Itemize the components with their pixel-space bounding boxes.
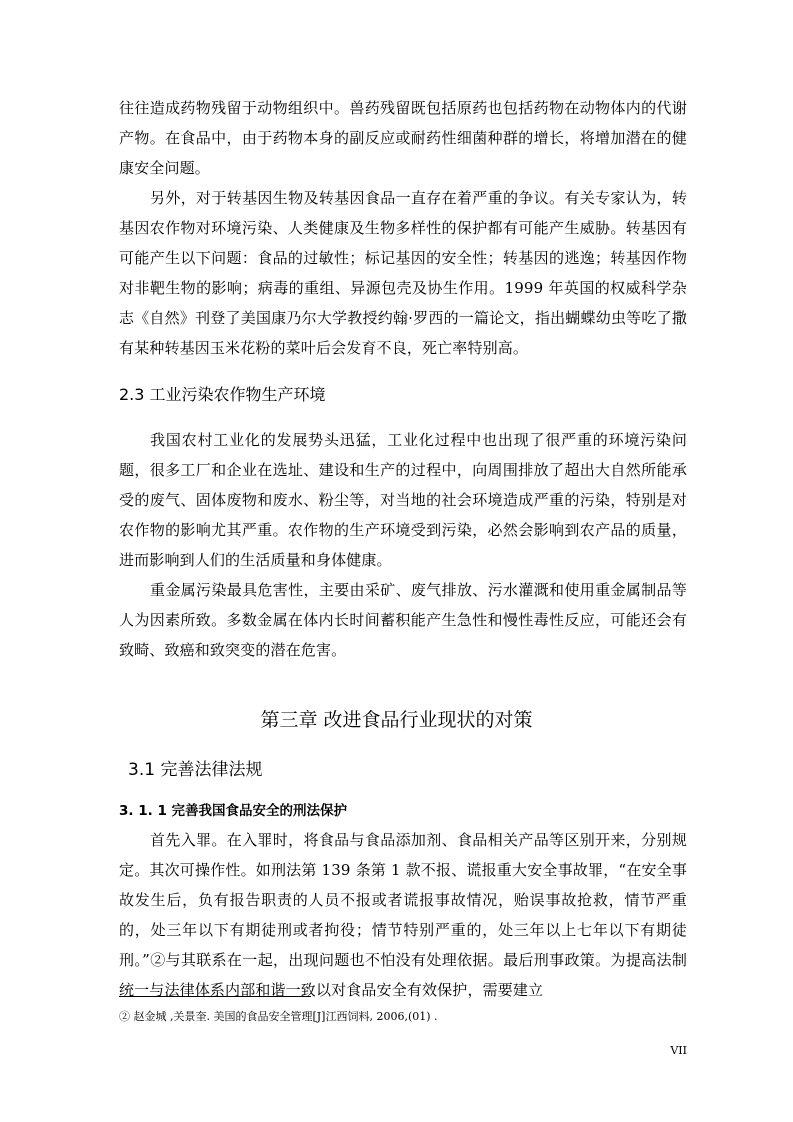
section-heading-3-1: 3.1 完善法律法规	[128, 760, 263, 780]
page-number: VII	[670, 1044, 687, 1057]
paragraph-drug-residue: 往往造成药物残留于动物组织中。兽药残留既包括原药也包括药物在动物体内的代谢产物。在食品中，由于药物本身的副反应或耐药性细菌种群的增长，将增加潜在的健康安全问题。	[119, 99, 687, 177]
paragraph-criminal-law: 首先入罪。在入罪时，将食品与食品添加剂、食品相关产品等区别开来，分别规定。其次可操作性。如刑法第 139 条第 1 款不报、谎报重大安全事故罪，“在安全事故发生后，负有报告职责的人员不报或者谎报事故情况，贻误事故抢救，情节严重的，处三年以下有期徒刑或者拘役；情节特别严重的，处三年以上七年以下有期徒刑。”②与其联系在一起，出现问题也不怕没有处理依据。最后刑事政策。为提高法制统一与法律体系内部和谐一致以对食品安全有效保护，需要建立	[119, 831, 687, 999]
paragraph-gmo-controversy: 另外，对于转基因生物及转基因食品一直存在着严重的争议。有关专家认为，转基因农作物对环境污染、人类健康及生物多样性的保护都有可能产生威胁。转基因有可能产生以下问题：食品的过敏性；标记基因的安全性；转基因的逃逸；转基因作物对非靶生物的影响；病毒的重组、异源包壳及协生作用。1999 年英国的权威科学杂志《自然》刊登了美国康乃尔大学教授约翰·罗西的一篇论文，指出蝴蝶幼虫等吃了撒有某种转基因玉米花粉的菜叶后会发育不良，死亡率特别高。	[119, 189, 687, 357]
footnote-divider	[119, 996, 311, 997]
paragraph-heavy-metal: 重金属污染最具危害性，主要由采矿、废气排放、污水灌溉和使用重金属制品等人为因素所致。多数金属在体内长时间蓄积能产生急性和慢性毒性反应，可能还会有致畸、致癌和致突变的潜在危害。	[119, 581, 687, 659]
section-heading-3-1-1: 3. 1. 1 完善我国食品安全的刑法保护	[119, 803, 348, 819]
paragraph-industrial-pollution: 我国农村工业化的发展势头迅猛，工业化过程中也出现了很严重的环境污染问题，很多工厂和企业在选址、建设和生产的过程中，向周围排放了超出大自然所能承受的废气、固体废物和废水、粉尘等，对当地的社会环境造成严重的污染，特别是对农作物的影响尤其严重。农作物的生产环境受到污染，必然会影响到农产品的质量，进而影响到人们的生活质量和身体健康。	[119, 431, 687, 569]
chapter-title: 第三章 改进食品行业现状的对策	[260, 709, 533, 731]
section-heading-2-3: 2.3 工业污染农作物生产环境	[119, 385, 326, 404]
footnote: ② 赵金城 ,关景奎. 美国的食品安全管理[J]江西饲料, 2006,(01) .	[119, 1010, 438, 1023]
